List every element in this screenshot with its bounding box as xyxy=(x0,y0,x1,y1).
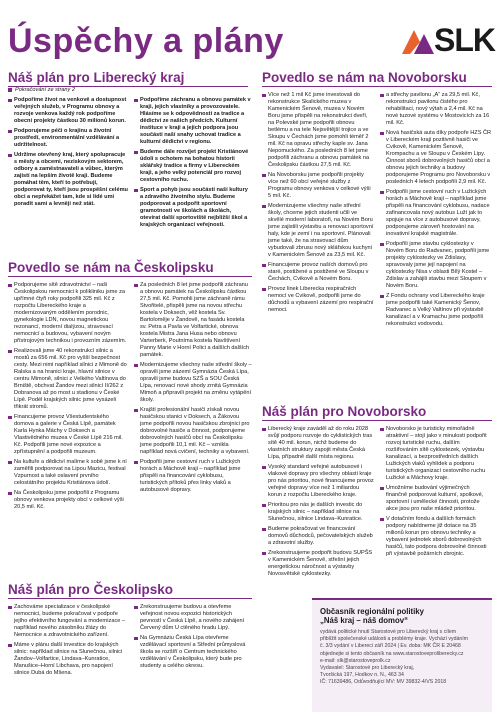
heading-novoborsko-plan: Náš plán pro Novoborsko xyxy=(262,404,427,419)
list-item: Na Novoborsku jsme podpořili projekty více než 60 obcí veřejné služby z Programu obnovy venkova v celkové výši 5 mil. Kč. xyxy=(262,172,374,200)
list-item: Modernizujeme všechny naše střední školy – opravili jsme zázemí Gymnázia Česká Lípa, opravili jsme budovu SZŠ a SOU Česká Lípa, renovací nové shody zrnitá Gymnázia Mimoň a připravili projekt na změnu vytápění školy. xyxy=(134,362,252,404)
liberecky-plan-col1 xyxy=(8,97,128,211)
heading-novoborsko-success: Povedlo se nám na Novoborsku xyxy=(262,70,467,85)
list-item: V dotačním fondu a dalších formách podpory nabídneme již dotace na 35 milionů korun pro obnovu techniky a vybavení jednotek sborů dobrovolných hasičů, tato podpora dobrovolné činnosti při výstavbě požárních zbrojnic. xyxy=(380,516,492,558)
list-item: Nová hasičská auta díky podpoře HZS ČR v Libereckém kraji pozitivně hasiči ve Cvikově, Kamenickém Šenově, Krompachu a ve Sloupu v Českém Lipy. Činnost sborů dobrovolných hasičů obcí a obnovu jejich techniky a budovy podporujeme Programu pro Novoborsku v posledních 4 letech podpořili 2,9 mil. Kč. xyxy=(380,130,492,186)
page-header xyxy=(0,0,500,66)
list-item: Novoborsko je turisticky mimořádně atraktivní – stojí jako v minulosti podpořit rozvoj turistické ruchu, dalším rozšiřováním sítě cyklostezek, výstavbu kanalizací, a bezprostředních dalších Lužických vlaků vyhlídek a podporu turistických organizací cestovního ruchu Lužické a Máchovy kraje. xyxy=(380,426,492,482)
list-item: Provoz linek Liberecka respiračních nemocí ve Cvikově, podpořili jsme do důchodů a vybavení zázemí pro respirační nemoci. xyxy=(262,286,374,314)
list-item: Budeme dále rozvíjet projekt Kristiánové údolí s ochotem na bohatou historii sklářský tradice a firmy v Libereckém kraji, a jeho velký potenciál pro rozvoj cestovního ruchu. xyxy=(134,149,252,184)
list-item: Podporujeme péči o krajinu a životní prostředí, environmentální vzdělávání a udržitelnost. xyxy=(8,128,128,149)
list-item: Udržíme otevřený kraj, který spolupracuje s městy a obcemi, neziskovým sektorem, odbory a zaměstnavateli a vůbec, kterým zajistí na lepším životě kraji. Budeme pomáhat těm, kteří to potřebují, podporovat ty, kteří jsou prospěšní celému obci a nepřekážet tam, kde si lidé umí poradit sami a levněji než stát. xyxy=(8,152,128,208)
list-item: a střechy pavilonu „A“ za 29,5 mil. Kč, rekonstrukci pavilonu čistého pro rehabilitaci, nový výtah a 2,4 mil. Kč na nové tuzové systému v Mostovicích za 16 mil. Kč. xyxy=(380,92,492,127)
ceskolipsko-success-col1 xyxy=(8,282,128,514)
list-item: Podpořili jsme stavbu cyklostezky v Novém Boru do Radvanec, podpořili jsme projekty cyklostezky ve Zdislavy, spravovaly jsme její napojení na cyklostezky Nisa v oblasti Bílý Kostel – Zdislav a zahájili stavbu mezi Sloupem v Novém Boru. xyxy=(380,241,492,290)
divider xyxy=(8,598,252,599)
list-item: Krajští profesionální hasiči získali novou hasičskou stanici v Doksech, a Žákovou jsme podpořili novou hasičskou zbrojnici pro dobrovolné hasiče a činnost, podporujeme dobrovolných hasičů obcí na Českolipsku jsme podpořili 10,1 mil. Kč – vznikla například nová cvičení, techniky a vybavení. xyxy=(134,407,252,456)
ceskolipsko-plan-col1 xyxy=(8,604,128,680)
divider xyxy=(262,420,492,421)
publication-infobox xyxy=(312,598,492,712)
list-item: Podporujeme sítě zdravotnictví – naši Českolipskou nemocnici k polikliniku jsme za upřímné čtyři roky podpořili 325 mil. Kč z rozpočtu Libereckého kraje a modernizovaným oddělením porodnic, gynekologie LDN, novou magnetickou rezonancí, moderní dialýzou, stravovací nemocnicí a budovou, vybavení novým přístrojovým technikou i provozním zázemím. xyxy=(8,282,128,345)
list-item: Financujeme provoz Všestudentského domova a galerie v Česká Lípě, památek Karla Hynka Máchy v Doksech a Vlastivědného muzea v České Lípě 216 mil. Kč. Podpořili jsme nové expozice a zpřístupnění a podpořili muzeum. xyxy=(8,414,128,456)
arrow-icon xyxy=(8,88,12,92)
list-item: Na Gymnáziu Česká Lípa otevřeme vzdělávací sportovní a Střední průmyslová škola se rozšíří o Centrum technického vzdělávání v Českolipsku, který bude pro studenty a celého okresu. xyxy=(134,635,252,670)
list-item: Zachováme specializace v českolipské nemocnici, budeme pokračovat v podpoře jejího efektivního fungování a modernizace – například nového zásobníku žlázy do Nemocnice a zdravotnického zařízení. xyxy=(8,604,128,639)
page-title: Úspěchy a plány xyxy=(8,22,284,60)
list-item: Umožníme budování výjimečných finančně podporovat kulturní, spolkové, sportovní i umělecké činnosti, protože akce jsou pro naše mládež prioritou. xyxy=(380,485,492,513)
list-item: Financujeme provoz naších domovů pro staré, postižené a postižené ve Sloupu v Čechách, Cvikově a Novém Boru. xyxy=(262,262,374,283)
list-item: Na Českolipsku jsme podpořili z Programu obnovy venkova projekty obcí v celkové výši 20,5 mil. Kč. xyxy=(8,490,128,511)
divider xyxy=(262,86,492,87)
infobox-title: Občasník regionální politiky „Náš kraj – náš domov“ xyxy=(320,607,424,625)
list-item: Za posledních 8 let jsme podpořili záchranu a obnovu památek na Českolipsku částkou 27,5 mil. Kč. Pomohli jsme záchraně rámu Stvořitelé, přispěli jsme na novou střechu kostela v Doksech, věž kostela Sv. Bartoloměje v Žandově, na fasádu kostela sv. Petra a Pavla ve Volfartické, obnova kostela Mistra Jana Husa nebo obnovu Varterberk, Poutníma kostela Navštívení Panny Marie v Horní Polici a dalších dalších památek. xyxy=(134,282,252,359)
list-item: Podpořili jsme cestovní ruch v Lužických horách a Máchově kraji – například jsme přispěli na financování cyklobusu, nadace zafinancovala nový autobus Luží jak to spojuje na více z autobusové dopravy, podporujeme zároveň hostování na inovativní krajské magistrále. xyxy=(380,189,492,238)
list-item: Modernizujeme všechny naše střední školy, chceme jejich studenti učili ve skvělé moderní laboratoři, na Novém Boru jsme zajistili výstavbu a renovaci sportovní haly, kde je zemí i na sportovní. Plánovali jsme také, že na stravovací dům vybudovali zbrusu nový sklářskou kuchyni v Kamenickém Šenově za 23,5 mil. Kč. xyxy=(262,203,374,259)
heading-ceskolipsko-plan: Náš plán pro Českolipsko xyxy=(8,582,174,597)
list-item: Zrekonstruujeme budovu a otevřeme veřejnost novou expozici historických pevností v Česká Lípě, a nového zahájení Červený dům U ctěného hradu Lipý. xyxy=(134,604,252,632)
slk-logo xyxy=(400,22,496,62)
list-item: Sport a pohyb jsou součástí naší kultury a zdravého životního stylu. Budeme podporovat a podpořit sportovní gramotnosti ve školách a školách, otevírat další sportoviště nejbližší škol a krajských organizací veřejnosti. xyxy=(134,187,252,229)
list-item: Zrekonstruujeme podpořit budovu SUPŠS v Kamenickém Šenově, střešní jejich energetickou náročnost a výstavby Novosvětské cyklostezky. xyxy=(262,550,374,578)
list-item: Máme v plánu další investice do krajských silnic: například silnice na Slunečnou, silnici Žandov–Volfartice, Lindava–Kunratice, Manušice–Horní Libchava, pro napojení silnice Dubá do Mšena. xyxy=(8,642,128,677)
novoborsko-success-col2 xyxy=(380,92,492,331)
logo-text: SLK xyxy=(434,22,495,58)
novoborsko-plan-col2 xyxy=(380,426,492,561)
ceskolipsko-success-col2 xyxy=(134,282,252,497)
heading-liberecky-plan: Náš plán pro Liberecký kraj xyxy=(8,70,185,85)
novoborsko-plan-col1 xyxy=(262,426,374,581)
divider xyxy=(8,276,252,277)
ceskolipsko-plan-col2 xyxy=(134,604,252,673)
list-item: Budeme pokračovat ve financování domovů důchodců, pečovatelských služeb a zdravotní služby. xyxy=(262,526,374,547)
list-item: Podpoříme záchranu a obnovu památek v kraji, jejich vlastníky a provozovatele. Hlásíme se k odpovědnosti za tradice a dědictví ze našich předcích. Kulturní instituce v kraji a jejich podpora jsou součástí naší snahy uchovat tradice a kulturní dědictví v regionu. xyxy=(134,97,252,146)
infobox-text: vydává politické hnutí Starostové pro Liberecký kraj s cílem přiblížit společenské události a problémy kraje. Vychází vydáním č. 3/3 vydání v Libereci září 2024 | Ev. doba: MK ČR E 20468 objednejte si tento občasník na www.starostoveproliberecky.cz e-mail: slk@starostoveprolk.cz Vydavatel: Starostové pro Liberecký kraj, Tvoršická 197, Hodkov n. N., 463 34 IČ: 71639486, Odůvodňující MV: MV 39832-4/VS 2018 xyxy=(320,629,469,686)
list-item: Na kultuře a dědictví malíme k sobě jsme k ní zaměřili podporovat na Lipou Mazicu, festival Vzpurnost a také oslavení prvního celostátního projektu Kristiánova údolí. xyxy=(8,459,128,487)
novoborsko-success-col1 xyxy=(262,92,374,317)
list-item: Podpoříme život na venkově a dostupnost veřejných služeb, v Programu obnovy a rozvoje venkova každý rok podpoříme obecní projekty částkou 30 milionů korun. xyxy=(8,97,128,125)
heading-ceskolipsko-success: Povedlo se nám na Českolipsku xyxy=(8,260,214,275)
list-item: Prioritou pro nás je dalších investic do krajských silnic – například silnice na Slunečnou, silnice Lindava–Kunratice. xyxy=(262,502,374,523)
list-item: Realizovali jsme 40 rekonstrukcí silnic a mostů za 656 mil. Kč pro vyšší bezpečnost cesty. Mezi nimi například silnici z Mimoně do Ralska a na hranici kraje, hlavní silnice v centru Mimoně, silnici z Velkého Valtínova do Brniště, obchvat Žandov mezi silnicí II/262 z Dobranova až po most u stadionu v České Lípě. Podél krajských silnic jsme vysázeli třikrát stromů. xyxy=(8,348,128,411)
continuation-note: Pokračování ze strany 2 xyxy=(8,87,75,93)
list-item: Vysoký standard veřejné autobusové i vlakové dopravy pro všechny oblasti kraje pro nás prioritou, nové financujeme provoz veřejné dopravy více než 1 miliardou korun z rozpočtu Libereckého kraje. xyxy=(262,464,374,499)
list-item: Z Fondu ochrany vod Libereckého kraje jsme podpořili také Kamenický Šenov, Radvanec a Velký Valtínov při výstavbě kanalizací a v Kramachu jsme podpořili rekonstrukci vodovodu. xyxy=(380,293,492,328)
list-item: Podpořili jsme cestovní ruch v Lužických horách a Máchově kraji – například jsme přispěli na financování cyklobusu, turistických přítoků přes linky vlaků a autobusové dopravy. xyxy=(134,459,252,494)
slk-logo-icon xyxy=(400,26,436,56)
list-item: Liberecký kraje zaváděl až do roku 2028 svůjí podporu rozvoje do cyklistických tras sítě 40 mil. korun, nichž budeme do vlastních struktury zapojit města Česká Lípa, případně další místa regionu. xyxy=(262,426,374,461)
liberecky-plan-col2 xyxy=(134,97,252,232)
list-item: Více než 1 mil Kč jsme investovali do rekonstrukce Skalického muzea v Kamenickém Šenově, muzea v Novém Boru jsme přispěli na rekonstrukci dveří, na Polevské jsme podpořili obnovu betlému a na tele Nejsvětější trojice a ve Sloupu v Čechách jsme pomohli téměř 2 mil. Kč na opravu střechy kaple sv. Jana Nepomuckého. Za posledních 8 let jsme podpořili záchranu a obnovu památek na Českolipsku částkou 27,5 mil. Kč. xyxy=(262,92,374,169)
